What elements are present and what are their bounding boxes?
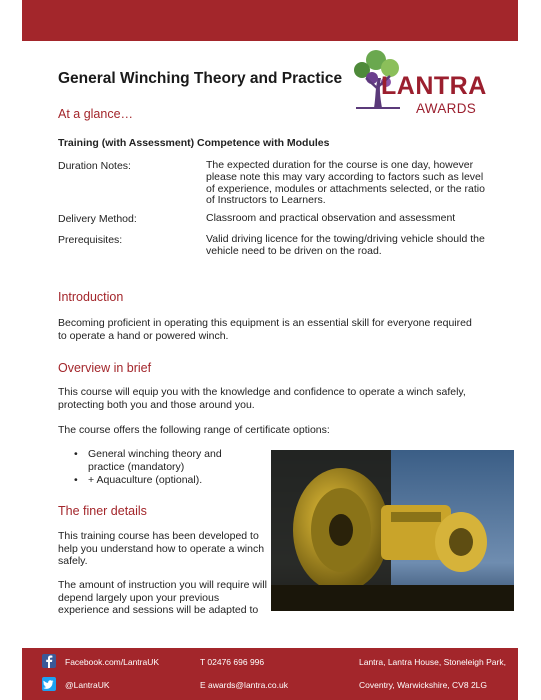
prerequisites-label: Prerequisites: — [58, 234, 123, 246]
header-band — [22, 0, 518, 41]
twitter-icon[interactable] — [42, 677, 56, 691]
introduction-heading: Introduction — [58, 290, 124, 304]
address-line-2: Coventry, Warwickshire, CV8 2LG — [359, 680, 488, 690]
facebook-icon[interactable] — [42, 654, 56, 668]
finer-details-text-1: This training course has been developed to help you understand how to operate a winch safely. — [58, 530, 265, 567]
winch-photo — [271, 450, 514, 611]
introduction-text: Becoming proficient in operating this equipment is an essential skill for everyone required to operate a hand or powered winch. — [58, 317, 472, 342]
delivery-value: Classroom and practical observation and assessment — [206, 212, 456, 224]
prerequisites-value: Valid driving licence for the towing/driving vehicle should the vehicle need to be driven on the road. — [206, 233, 485, 257]
duration-value: The expected duration for the course is one day, however please note this may vary according to factors such as level of experience, modules or attachments selected, or the ratio of Instructors to Learners. — [206, 159, 485, 207]
phone-number: T 02476 696 996 — [200, 657, 265, 667]
email-link[interactable]: E awards@lantra.co.uk — [200, 680, 289, 690]
logo-word-awards: AWARDS — [416, 101, 477, 116]
facebook-link[interactable]: Facebook.com/LantraUK — [65, 657, 160, 667]
twitter-link[interactable]: @LantraUK — [65, 680, 110, 690]
certificate-options-text: The course offers the following range of certificate options: — [58, 424, 330, 436]
training-heading: Training (with Assessment) Competence with Modules — [58, 137, 330, 149]
lantra-logo — [348, 48, 488, 120]
finer-details-text-2: The amount of instruction you will require will depend largely upon your previous experience and sessions will be adapted to — [58, 579, 267, 616]
delivery-label: Delivery Method: — [58, 213, 137, 225]
at-a-glance-heading: At a glance… — [58, 107, 134, 121]
list-item: • General winching theory and practice (mandatory) — [74, 448, 222, 473]
list-item: • + Aquaculture (optional). — [74, 474, 203, 486]
address-line-1: Lantra, Lantra House, Stoneleigh Park, — [359, 657, 506, 667]
duration-label: Duration Notes: — [58, 160, 131, 172]
finer-details-heading: The finer details — [58, 504, 147, 518]
page-title: General Winching Theory and Practice — [58, 70, 343, 87]
overview-text: This course will equip you with the knowledge and confidence to operate a winch safely, protecting both you and those around you. — [58, 386, 466, 411]
logo-word-lantra: LANTRA — [381, 72, 487, 100]
certificate-list — [58, 448, 258, 488]
overview-heading: Overview in brief — [58, 361, 152, 375]
footer — [22, 648, 518, 700]
